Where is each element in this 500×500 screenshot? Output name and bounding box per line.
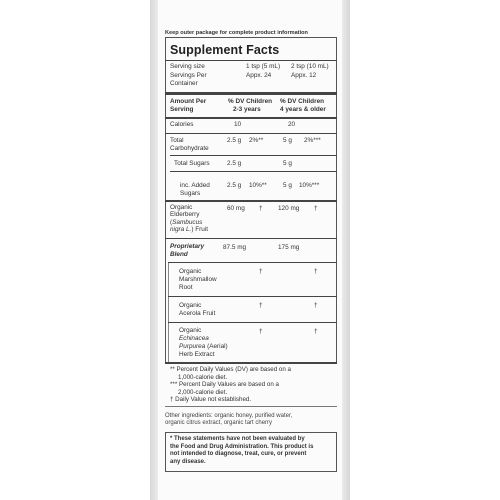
carb-label: Total xyxy=(170,137,184,144)
thick-divider xyxy=(165,200,337,202)
disclaimer-line-2: the Food and Drug Administration. This product is xyxy=(170,443,314,450)
carb-b: 5 g xyxy=(283,137,292,144)
added-sugars-a: 2.5 g xyxy=(227,182,242,189)
blend-label-2: Blend xyxy=(170,251,188,258)
acerola-label: Organic xyxy=(179,302,202,309)
added-sugars-b-dv: 10%*** xyxy=(299,182,320,189)
servings-per-label-2: Container xyxy=(170,80,198,87)
divider xyxy=(165,406,337,407)
footnote-2-cont: 2,000-calorie diet. xyxy=(178,388,228,396)
footnote-1: ** Percent Daily Values (DV) are based on a xyxy=(170,366,291,373)
serving-size-b: 2 tsp (10 mL) xyxy=(291,63,329,70)
fda-disclaimer xyxy=(165,432,337,472)
disclaimer-line-4: any disease. xyxy=(170,458,206,465)
footnote-3: † Daily Value not established. xyxy=(170,396,252,403)
amount-per-header: Amount Per xyxy=(170,98,207,105)
elderberry-label-2: Elderberry xyxy=(170,211,200,218)
blend-label: Proprietary xyxy=(170,243,205,250)
marshmallow-label: Organic xyxy=(179,268,202,275)
calories-a: 10 xyxy=(234,121,242,128)
marshmallow-b-dv: † xyxy=(314,268,318,275)
servings-per-label: Servings Per xyxy=(170,72,207,79)
calories-b: 20 xyxy=(288,121,296,128)
footnotes xyxy=(170,366,330,404)
echinacea-b-dv: † xyxy=(314,328,318,335)
thick-divider xyxy=(165,92,337,95)
col-a-header: % DV Children xyxy=(228,98,273,105)
facts-title: Supplement Facts xyxy=(170,43,280,57)
carb-a: 2.5 g xyxy=(227,137,242,144)
marshmallow-label-3: Root xyxy=(179,284,193,291)
col-b-header: % DV Children xyxy=(280,98,325,105)
sugars-label: Total Sugars xyxy=(174,160,210,167)
acerola-a-dv: † xyxy=(259,302,263,309)
elderberry-label: Organic xyxy=(170,204,193,211)
divider xyxy=(170,171,337,172)
divider xyxy=(165,238,337,239)
elderberry-b-dv: † xyxy=(314,205,318,212)
elderberry-latin: (Sambucus xyxy=(170,219,203,226)
echinacea-label-4: Herb Extract xyxy=(179,351,215,358)
blend-bracket xyxy=(168,262,169,362)
divider xyxy=(168,296,337,297)
servings-per-b: Appx. 12 xyxy=(291,72,317,79)
divider xyxy=(165,60,337,61)
divider xyxy=(165,133,337,134)
divider xyxy=(168,262,337,263)
disclaimer-line-3: not intended to diagnose, treat, cure, or prevent xyxy=(170,451,307,458)
col-a-header-2: 2-3 years xyxy=(233,106,261,113)
elderberry-a-dv: † xyxy=(259,205,263,212)
servings-per-a: Appx. 24 xyxy=(246,72,272,79)
added-sugars-a-dv: 10%** xyxy=(249,182,267,189)
carb-label-2: Carbohydrate xyxy=(170,145,209,152)
other-ingredients xyxy=(165,413,337,428)
echinacea-latin: Echinacea xyxy=(179,335,209,342)
sugars-a: 2.5 g xyxy=(227,160,242,167)
echinacea-label: Organic xyxy=(179,327,202,334)
acerola-b-dv: † xyxy=(314,302,318,309)
added-sugars-label-2: Sugars xyxy=(180,190,201,197)
added-sugars-label: inc. Added xyxy=(180,182,210,189)
marshmallow-a-dv: † xyxy=(259,268,263,275)
marshmallow-label-2: Marshmallow xyxy=(179,276,217,283)
serving-header: Serving xyxy=(170,106,194,113)
carb-b-dv: 2%*** xyxy=(304,137,321,144)
elderberry-latin-2: nigra L.) Fruit xyxy=(170,226,209,233)
other-ingredients-line-1: Other ingredients: organic honey, purified water, xyxy=(165,413,293,419)
divider xyxy=(165,117,337,119)
other-ingredients-line-2: organic citrus extract, organic tart cherry xyxy=(165,420,273,427)
echinacea-latin-2: Purpurea (Aerial) xyxy=(179,343,228,350)
col-b-header-2: 4 years & older xyxy=(280,106,326,113)
added-sugars-b: 5 g xyxy=(283,182,292,189)
disclaimer-line-1: * These statements have not been evaluated by xyxy=(170,436,305,442)
elderberry-a: 60 mg xyxy=(227,205,245,212)
serving-size-label: Serving size xyxy=(170,63,205,70)
package-note: Keep outer package for complete product information xyxy=(165,30,308,36)
acerola-label-2: Acerola Fruit xyxy=(179,310,216,317)
footnote-1-cont: 1,000-calorie diet. xyxy=(178,373,228,381)
divider xyxy=(170,155,337,156)
echinacea-a-dv: † xyxy=(259,328,263,335)
calories-label: Calories xyxy=(170,121,194,128)
elderberry-b: 120 mg xyxy=(278,205,300,212)
carb-a-dv: 2%** xyxy=(249,137,264,144)
blend-a: 87.5 mg xyxy=(223,244,247,251)
blend-b: 175 mg xyxy=(278,244,300,251)
thick-divider xyxy=(165,362,337,364)
serving-size-a: 1 tsp (5 mL) xyxy=(246,63,281,70)
sugars-b: 5 g xyxy=(283,160,292,167)
footnote-2: *** Percent Daily Values are based on a xyxy=(170,381,279,388)
divider xyxy=(168,322,337,323)
